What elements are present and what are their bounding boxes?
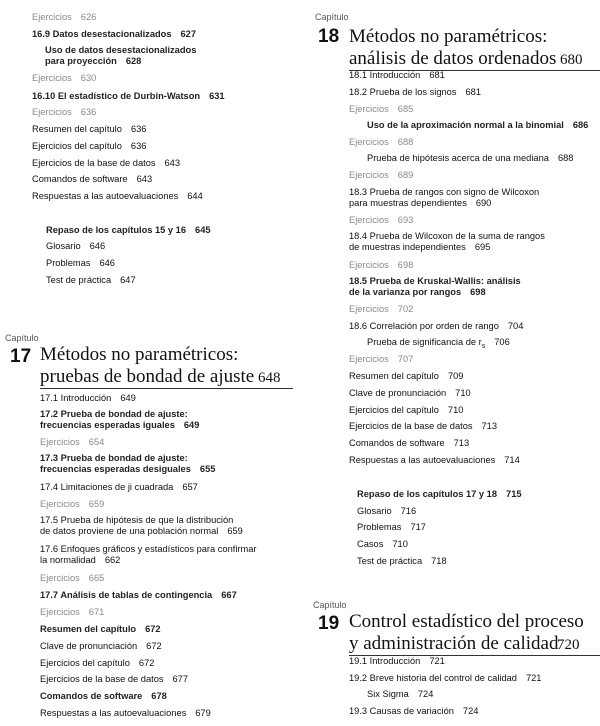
entry-title: Problemas <box>46 258 91 268</box>
entry-title: 18.4 Prueba de Wilcoxon de la suma de rangos <box>349 231 545 241</box>
chapter-title-line1: Métodos no paramétricos: <box>40 344 239 365</box>
entry-page: 707 <box>397 354 414 364</box>
toc-entry <box>32 141 146 152</box>
entry-title: Respuestas a las autoevaluaciones <box>32 191 179 201</box>
chapter-title-line2: pruebas de bondad de ajuste <box>40 366 255 387</box>
toc-entry <box>367 689 433 700</box>
entry-page: 710 <box>392 539 408 549</box>
entry-title: Ejercicios <box>40 607 80 617</box>
entry-page: 721 <box>429 656 445 666</box>
entry-page: 717 <box>410 522 426 532</box>
chapter-title-line2: análisis de datos ordenados <box>349 48 557 69</box>
entry-page: 698 <box>470 287 486 297</box>
entry-title: Ejercicios del capítulo <box>349 405 439 415</box>
entry-page: 678 <box>151 691 167 701</box>
toc-entry <box>32 174 152 185</box>
entry-page: 715 <box>506 489 522 499</box>
entry-title: 17.3 Prueba de bondad de ajuste: <box>40 453 188 463</box>
entry-title: Comandos de software <box>32 174 128 184</box>
entry-title: 16.9 Datos desestacionalizados <box>32 29 172 39</box>
toc-entry <box>40 393 136 404</box>
toc-entry <box>349 656 445 667</box>
chapter-page: 720 <box>557 637 580 653</box>
chapter-page: 648 <box>258 370 281 386</box>
toc-entry <box>349 673 541 684</box>
entry-title: 18.2 Prueba de los signos <box>349 87 457 97</box>
entry-title: Repaso de los capítulos 17 y 18 <box>357 489 498 499</box>
entry-title: Ejercicios <box>349 170 389 180</box>
entry-page: 667 <box>221 590 237 600</box>
entry-page: 649 <box>120 393 136 403</box>
toc-entry <box>357 489 522 500</box>
toc-entry <box>357 556 447 567</box>
entry-page: 688 <box>397 137 414 147</box>
toc-entry <box>349 70 445 81</box>
chapter-page: 680 <box>560 52 583 68</box>
entry-page: 672 <box>138 658 155 668</box>
toc-entry <box>349 706 478 717</box>
toc-exercises-entry <box>349 170 413 181</box>
entry-title: Ejercicios de la base de datos <box>40 674 164 684</box>
entry-title: Ejercicios <box>32 107 72 117</box>
toc-entry <box>367 120 588 131</box>
entry-page: 628 <box>125 56 142 66</box>
entry-title: 17.4 Limitaciones de ji cuadrada <box>40 482 174 492</box>
entry-page: 689 <box>397 170 414 180</box>
entry-title: Ejercicios <box>40 573 80 583</box>
toc-entry <box>349 438 469 449</box>
entry-title: Ejercicios de la base de datos <box>32 158 156 168</box>
toc-entry <box>357 539 408 550</box>
entry-page: 693 <box>397 215 414 225</box>
toc-entry <box>357 522 426 533</box>
entry-page: 695 <box>474 242 491 252</box>
entry-title: 19.2 Breve historia del control de calidad <box>349 673 517 683</box>
toc-entry <box>40 658 154 669</box>
chapter-label: Capítulo <box>313 600 347 610</box>
toc-exercises-entry <box>32 12 96 23</box>
chapter-label: Capítulo <box>315 12 349 22</box>
entry-title: Resumen del capítulo <box>40 624 137 634</box>
toc-entry <box>40 409 199 431</box>
entry-title: Respuestas a las autoevaluaciones <box>349 455 496 465</box>
toc-exercises-entry <box>349 104 413 115</box>
entry-page: 710 <box>447 405 464 415</box>
entry-page: 644 <box>187 191 203 201</box>
entry-title: Ejercicios de la base de datos <box>349 421 473 431</box>
entry-title: Glosario <box>46 241 81 251</box>
entry-page: 636 <box>130 141 147 151</box>
entry-page: 630 <box>80 73 97 83</box>
toc-exercises-entry <box>32 73 96 84</box>
entry-title: Ejercicios <box>32 12 72 22</box>
entry-page: 688 <box>557 153 574 163</box>
toc-entry <box>46 275 136 286</box>
toc-entry <box>40 482 198 493</box>
entry-title: Uso de la aproximación normal a la binomial <box>367 120 564 130</box>
entry-title: 18.1 Introducción <box>349 70 421 80</box>
toc-entry <box>367 153 573 164</box>
entry-title: 18.5 Prueba de Kruskal-Wallis: análisis <box>349 276 521 286</box>
entry-page: 716 <box>400 506 417 516</box>
entry-title: Ejercicios <box>349 304 389 314</box>
entry-title: para proyección <box>45 56 117 66</box>
entry-title: Clave de pronunciación <box>349 388 447 398</box>
entry-page: 649 <box>183 420 200 430</box>
entry-title: Repaso de los capítulos 15 y 16 <box>46 225 187 235</box>
entry-title: Ejercicios <box>40 499 80 509</box>
entry-title: 18.6 Correlación por orden de rango <box>349 321 499 331</box>
toc-entry <box>32 191 203 202</box>
entry-title: Comandos de software <box>349 438 445 448</box>
toc-entry <box>349 231 545 253</box>
toc-entry <box>40 590 237 601</box>
entry-title: 17.7 Análisis de tablas de contingencia <box>40 590 213 600</box>
entry-page: 657 <box>182 482 198 492</box>
toc-entry <box>40 674 188 685</box>
entry-title: 16.10 El estadístico de Durbin-Watson <box>32 91 201 101</box>
toc-exercises-entry <box>349 354 413 365</box>
toc-entry <box>349 187 539 209</box>
entry-title: Ejercicios <box>40 437 80 447</box>
entry-page: 654 <box>88 437 105 447</box>
entry-page: 685 <box>397 104 414 114</box>
toc-exercises-entry <box>32 107 96 118</box>
entry-page: 709 <box>447 371 464 381</box>
entry-page: 672 <box>146 641 162 651</box>
entry-page: 713 <box>481 421 498 431</box>
entry-title: Casos <box>357 539 384 549</box>
chapter-title-line2: y administración de calidad <box>349 633 559 654</box>
toc-exercises-entry <box>40 437 104 448</box>
toc-entry <box>32 29 196 40</box>
toc-entry <box>349 87 481 98</box>
entry-title: de la varianza por rangos <box>349 287 462 297</box>
chapter-number: 18 <box>318 26 340 47</box>
entry-page: 665 <box>88 573 105 583</box>
toc-exercises-entry <box>349 304 413 315</box>
entry-title: Ejercicios <box>349 260 389 270</box>
entry-page: 631 <box>209 91 225 101</box>
chapter-number: 19 <box>318 613 340 634</box>
entry-title: Respuestas a las autoevaluaciones <box>40 708 187 718</box>
toc-exercises-entry <box>40 607 104 618</box>
entry-title: frecuencias esperadas desiguales <box>40 464 191 474</box>
entry-title: Glosario <box>357 506 392 516</box>
toc-exercises-entry <box>40 499 104 510</box>
entry-title: Prueba de hipótesis acerca de una mediana <box>367 153 549 163</box>
toc-exercises-entry <box>349 260 413 271</box>
toc-entry <box>40 691 167 702</box>
chapter-label: Capítulo <box>5 333 39 343</box>
entry-page: 714 <box>504 455 520 465</box>
entry-page: 627 <box>180 29 197 39</box>
entry-page: 646 <box>89 241 106 251</box>
entry-title: de datos proviene de una población normal <box>40 526 219 536</box>
toc-entry <box>32 91 225 102</box>
entry-title: Clave de pronunciación <box>40 641 138 651</box>
entry-page: 698 <box>397 260 414 270</box>
entry-page: 702 <box>397 304 414 314</box>
entry-title: la normalidad <box>40 555 96 565</box>
entry-title: 18.3 Prueba de rangos con signo de Wilcoxon <box>349 187 540 197</box>
entry-page: 645 <box>195 225 211 235</box>
entry-page: 677 <box>172 674 189 684</box>
entry-page: 686 <box>572 120 589 130</box>
entry-page: 679 <box>195 708 211 718</box>
entry-title: Uso de datos desestacionalizados <box>45 45 197 55</box>
entry-title: Ejercicios <box>349 104 389 114</box>
chapter-number: 17 <box>10 346 32 367</box>
entry-title: Ejercicios <box>349 215 389 225</box>
entry-page: 681 <box>465 87 482 97</box>
entry-title: Ejercicios del capítulo <box>32 141 122 151</box>
toc-entry <box>46 241 105 252</box>
entry-title: Ejercicios <box>349 137 389 147</box>
entry-page: 643 <box>136 174 153 184</box>
chapter-title-line1: Control estadístico del proceso <box>349 611 584 632</box>
entry-title: 17.5 Prueba de hipótesis de que la distribución <box>40 515 234 525</box>
entry-title: Test de práctica <box>357 556 423 566</box>
entry-title: Comandos de software <box>40 691 143 701</box>
toc-exercises-entry <box>40 573 104 584</box>
entry-page: 672 <box>145 624 161 634</box>
entry-page: 636 <box>130 124 147 134</box>
toc-entry <box>349 276 521 298</box>
toc-entry <box>349 321 523 332</box>
toc-entry <box>349 455 520 466</box>
toc-entry <box>367 337 510 352</box>
entry-title: para muestras dependientes <box>349 198 467 208</box>
entry-page: 710 <box>455 388 471 398</box>
entry-page: 704 <box>507 321 524 331</box>
entry-page: 671 <box>88 607 105 617</box>
toc-entry <box>45 45 196 67</box>
entry-title: Resumen del capítulo <box>349 371 439 381</box>
entry-page: 655 <box>199 464 216 474</box>
toc-exercises-entry <box>349 215 413 226</box>
toc-entry <box>40 515 243 537</box>
entry-title: 17.2 Prueba de bondad de ajuste: <box>40 409 188 419</box>
entry-page: 713 <box>453 438 470 448</box>
entry-page: 626 <box>80 12 97 22</box>
entry-title: Test de práctica <box>46 275 112 285</box>
entry-title: 19.3 Causas de variación <box>349 706 454 716</box>
toc-entry <box>40 708 211 719</box>
entry-page: 690 <box>475 198 492 208</box>
entry-title: Ejercicios <box>349 354 389 364</box>
toc-entry <box>32 124 146 135</box>
toc-entry <box>349 388 471 399</box>
entry-page: 659 <box>227 526 243 536</box>
entry-page: 681 <box>429 70 445 80</box>
entry-page: 662 <box>104 555 121 565</box>
entry-title: 17.1 Introducción <box>40 393 112 403</box>
toc-entry <box>349 421 497 432</box>
toc-entry <box>46 258 115 269</box>
toc-exercises-entry <box>349 137 413 148</box>
entry-subscript: s <box>481 342 486 350</box>
entry-title: Six Sigma <box>367 689 409 699</box>
entry-title: Prueba de significancia de r <box>367 337 482 347</box>
entry-title: Ejercicios <box>32 73 72 83</box>
toc-entry <box>40 641 162 652</box>
entry-page: 721 <box>525 673 542 683</box>
entry-page: 724 <box>417 689 434 699</box>
toc-entry <box>349 405 463 416</box>
entry-page: 643 <box>164 158 181 168</box>
entry-title: Ejercicios del capítulo <box>40 658 130 668</box>
chapter-title-line1: Métodos no paramétricos: <box>349 26 548 47</box>
toc-entry <box>349 371 463 382</box>
entry-title: Problemas <box>357 522 402 532</box>
entry-title: Resumen del capítulo <box>32 124 122 134</box>
entry-page: 706 <box>494 337 510 347</box>
entry-page: 659 <box>88 499 105 509</box>
entry-page: 724 <box>462 706 479 716</box>
toc-entry <box>40 544 257 566</box>
toc-entry <box>32 158 180 169</box>
toc-entry <box>40 453 215 475</box>
toc-entry <box>46 225 211 236</box>
entry-title: 17.6 Enfoques gráficos y estadísticos para confirmar <box>40 544 257 554</box>
entry-page: 636 <box>80 107 97 117</box>
entry-page: 646 <box>99 258 115 268</box>
chapter-rule <box>40 388 293 389</box>
entry-title: 19.1 Introducción <box>349 656 421 666</box>
toc-entry <box>40 624 161 635</box>
entry-title: de muestras independientes <box>349 242 466 252</box>
entry-page: 647 <box>120 275 136 285</box>
entry-page: 718 <box>431 556 447 566</box>
toc-entry <box>357 506 416 517</box>
entry-title: frecuencias esperadas iguales <box>40 420 175 430</box>
